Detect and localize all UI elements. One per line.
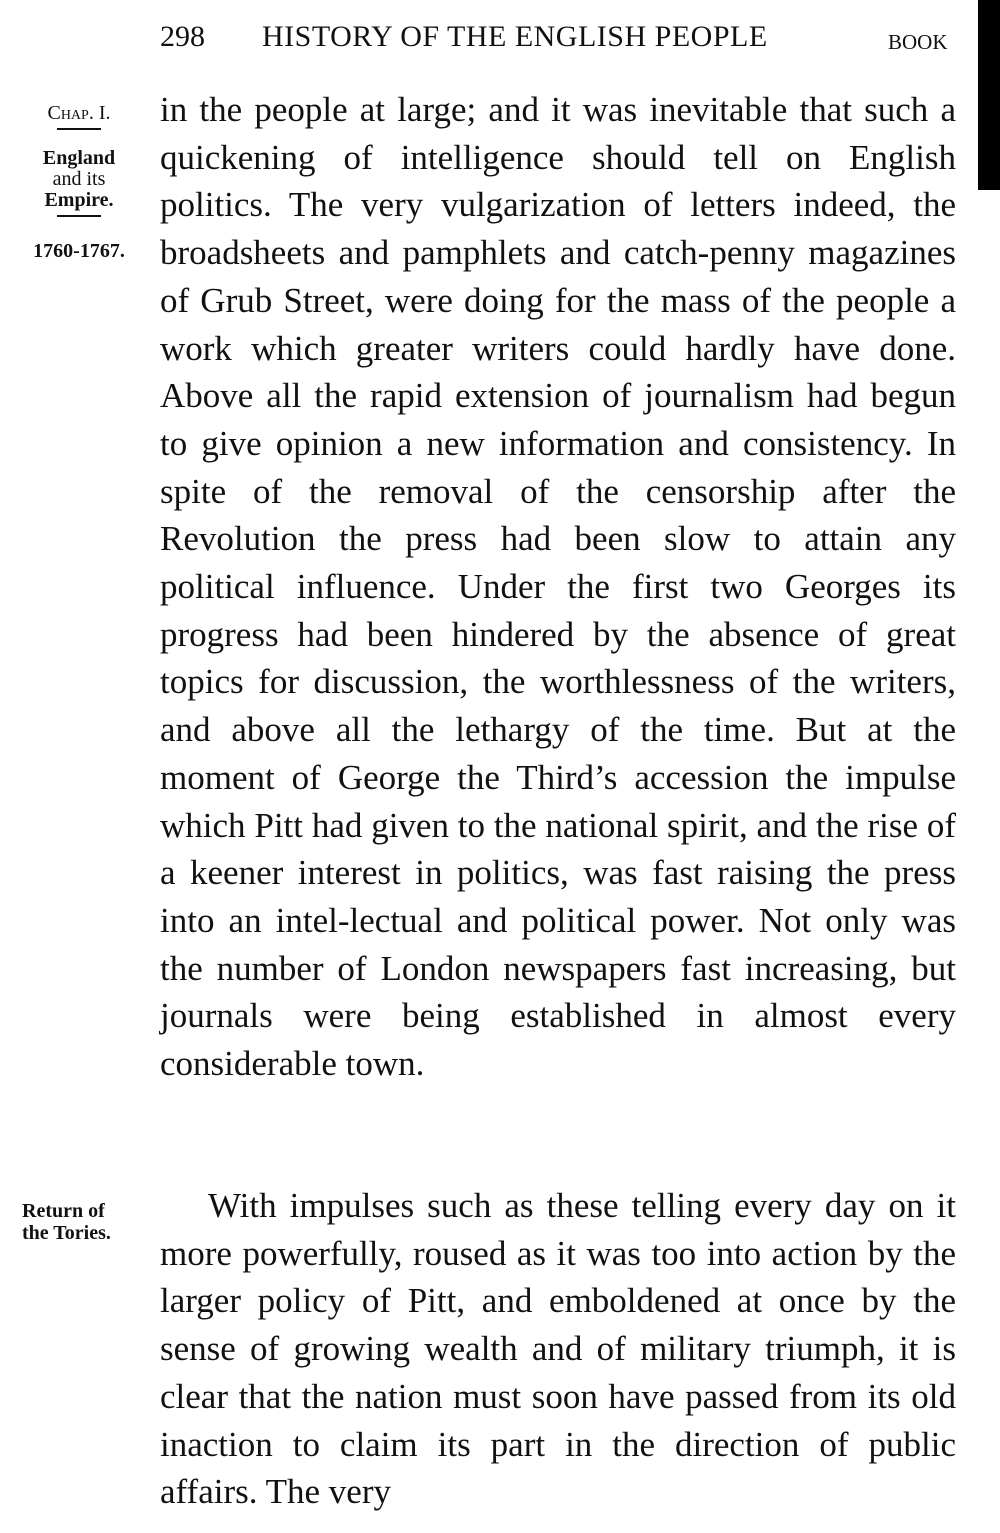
paragraph-text: in the people at large; and it was inevitable that such a quickening of intelligence should tell on English politics. The very vulgarization of letters indeed, the broadsheets and pamphlets and catch-penny magazines of Grub Street, were doing for the mass of the people a work which greater writers could hardly have done. Above all the rapid extension of journalism had begun to give opinion a new information and consistency. In spite of the removal of the censorship after the Revolution the press had been slow to attain any political influence. Under the first two Georges its progress had been hindered by the absence of great topics for discussion, the worthlessness of the writers, and above all the lethargy of the time. But at the moment of George the Third’s accession the impulse which Pitt had given to the national spirit, and the rise of a keener interest in politics, was fast raising the press into an intel-lectual and political power. Not only was the number of London newspapers fast increasing, but journals were being established in almost every considerable town. xyxy=(160,90,956,1084)
years-label: 1760-1767. xyxy=(33,240,125,262)
running-title: HISTORY OF THE ENGLISH PEOPLE xyxy=(262,20,768,53)
chapter-label: Chap. I. xyxy=(47,102,111,124)
body-paragraph-1 xyxy=(160,86,956,1088)
subject-line-1: England xyxy=(42,147,116,169)
subject-line-3: Empire. xyxy=(44,189,114,211)
running-header xyxy=(0,20,1000,60)
page-number: 298 xyxy=(160,20,205,53)
subject-rule xyxy=(57,215,101,217)
chapter-rule xyxy=(57,128,101,130)
return-line-1: Return of xyxy=(22,1200,105,1222)
paragraph-text: With impulses such as these telling every day on it more powerfully, roused as it was too into action by the larger policy of Pitt, and emboldened at once by the sense of growing wealth and of military triumph, it is clear that the nation must soon have passed from its old inaction to claim its part in the direction of public affairs. The very xyxy=(160,1186,956,1512)
subject-line-2: and its xyxy=(52,168,106,190)
margin-return-note xyxy=(10,1200,152,1244)
body-paragraph-2 xyxy=(160,1182,956,1516)
margin-years-note xyxy=(14,240,144,262)
book-label: BOOK xyxy=(888,30,948,54)
margin-subject-note xyxy=(14,148,144,217)
return-line-2: the Tories. xyxy=(22,1222,111,1244)
margin-chapter-note xyxy=(14,102,144,130)
